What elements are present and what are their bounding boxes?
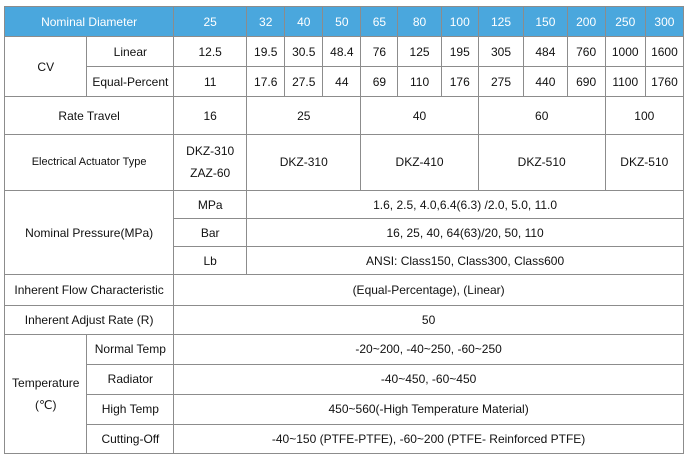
actuator-type-line: ZAZ-60 bbox=[190, 166, 231, 181]
pressure-value: 16, 25, 40, 64(63)/20, 50, 110 bbox=[247, 219, 684, 247]
size-cell: 125 bbox=[478, 7, 523, 37]
cv-value: 76 bbox=[361, 37, 398, 67]
temperature-row-name: Normal Temp bbox=[87, 335, 174, 364]
pressure-unit: Lb bbox=[174, 247, 247, 275]
cv-value: 484 bbox=[524, 37, 567, 67]
cv-value: 690 bbox=[567, 67, 605, 97]
size-cell: 65 bbox=[361, 7, 398, 37]
pressure-unit: MPa bbox=[174, 190, 247, 218]
size-cell: 200 bbox=[567, 7, 605, 37]
rate-travel-value: 40 bbox=[361, 97, 478, 134]
temperature-row-name: Cutting-Off bbox=[87, 424, 174, 453]
size-cell: 32 bbox=[247, 7, 285, 37]
size-cell: 80 bbox=[398, 7, 441, 37]
cv-value: 125 bbox=[398, 37, 441, 67]
cv-value: 760 bbox=[567, 37, 605, 67]
temperature-row-name: High Temp bbox=[87, 394, 174, 424]
rate-travel-value: 60 bbox=[478, 97, 605, 134]
cv-value: 17.6 bbox=[247, 67, 285, 97]
cv-value: 48.4 bbox=[323, 37, 361, 67]
cv-value: 305 bbox=[478, 37, 523, 67]
rate-travel-value: 25 bbox=[247, 97, 361, 134]
nominal-pressure-label: Nominal Pressure(MPa) bbox=[5, 190, 174, 274]
temperature-row-value: -40~450, -60~450 bbox=[174, 364, 684, 394]
size-cell: 150 bbox=[524, 7, 567, 37]
cv-value: 110 bbox=[398, 67, 441, 97]
cv-value: 1600 bbox=[645, 37, 683, 67]
actuator-type: DKZ-510 bbox=[605, 134, 683, 190]
temperature-unit: (℃) bbox=[35, 398, 57, 413]
cv-value: 1000 bbox=[605, 37, 645, 67]
rate-travel-row bbox=[5, 97, 684, 134]
pressure-value: ANSI: Class150, Class300, Class600 bbox=[247, 247, 684, 275]
cv-value: 176 bbox=[441, 67, 478, 97]
flow-characteristic-row bbox=[5, 275, 684, 306]
cv-value: 30.5 bbox=[285, 37, 323, 67]
cv-value: 44 bbox=[323, 67, 361, 97]
cv-value: 12.5 bbox=[174, 37, 247, 67]
cv-equal-row bbox=[5, 67, 684, 97]
cv-value: 1100 bbox=[605, 67, 645, 97]
temperature-row bbox=[5, 335, 684, 364]
temperature-row bbox=[5, 364, 684, 394]
size-cell: 25 bbox=[174, 7, 247, 37]
cv-label: CV bbox=[5, 37, 87, 97]
temperature-row-value: -40~150 (PTFE-PTFE), -60~200 (PTFE- Reinforced PTFE) bbox=[174, 424, 684, 453]
adjust-rate-value: 50 bbox=[174, 306, 684, 335]
cv-value: 27.5 bbox=[285, 67, 323, 97]
cv-equal-label: Equal-Percent bbox=[87, 67, 174, 97]
adjust-rate-label: Inherent Adjust Rate (R) bbox=[5, 306, 174, 335]
temperature-label-cell bbox=[5, 335, 87, 454]
temperature-label: Temperature bbox=[12, 376, 80, 391]
rate-travel-label: Rate Travel bbox=[5, 97, 174, 134]
pressure-row bbox=[5, 190, 684, 218]
pressure-value: 1.6, 2.5, 4.0,6.4(6.3) /2.0, 5.0, 11.0 bbox=[247, 190, 684, 218]
flow-characteristic-label: Inherent Flow Characteristic bbox=[5, 275, 174, 306]
cv-linear-label: Linear bbox=[87, 37, 174, 67]
cv-value: 275 bbox=[478, 67, 523, 97]
cv-value: 1760 bbox=[645, 67, 683, 97]
cv-value: 440 bbox=[524, 67, 567, 97]
temperature-row-value: 450~560(-High Temperature Material) bbox=[174, 394, 684, 424]
actuator-type: DKZ-510 bbox=[478, 134, 605, 190]
temperature-row-value: -20~200, -40~250, -60~250 bbox=[174, 335, 684, 364]
flow-characteristic-value: (Equal-Percentage), (Linear) bbox=[174, 275, 684, 306]
rate-travel-value: 100 bbox=[605, 97, 683, 134]
temperature-row-name: Radiator bbox=[87, 364, 174, 394]
cv-value: 69 bbox=[361, 67, 398, 97]
cv-value: 11 bbox=[174, 67, 247, 97]
actuator-label: Electrical Actuator Type bbox=[5, 134, 174, 190]
rate-travel-value: 16 bbox=[174, 97, 247, 134]
size-cell: 50 bbox=[323, 7, 361, 37]
size-cell: 100 bbox=[441, 7, 478, 37]
actuator-first-cell bbox=[174, 134, 247, 190]
cv-value: 19.5 bbox=[247, 37, 285, 67]
actuator-type-line: DKZ-310 bbox=[186, 144, 235, 159]
adjust-rate-row bbox=[5, 306, 684, 335]
actuator-type: DKZ-310 bbox=[247, 134, 361, 190]
actuator-row bbox=[5, 134, 684, 190]
temperature-row bbox=[5, 394, 684, 424]
size-cell: 300 bbox=[645, 7, 683, 37]
header-row bbox=[5, 7, 684, 37]
size-cell: 250 bbox=[605, 7, 645, 37]
temperature-row bbox=[5, 424, 684, 453]
pressure-unit: Bar bbox=[174, 219, 247, 247]
valve-spec-table bbox=[4, 6, 684, 454]
cv-value: 195 bbox=[441, 37, 478, 67]
actuator-type: DKZ-410 bbox=[361, 134, 478, 190]
size-cell: 40 bbox=[285, 7, 323, 37]
cv-linear-row bbox=[5, 37, 684, 67]
nominal-diameter-label: Nominal Diameter bbox=[5, 7, 174, 37]
